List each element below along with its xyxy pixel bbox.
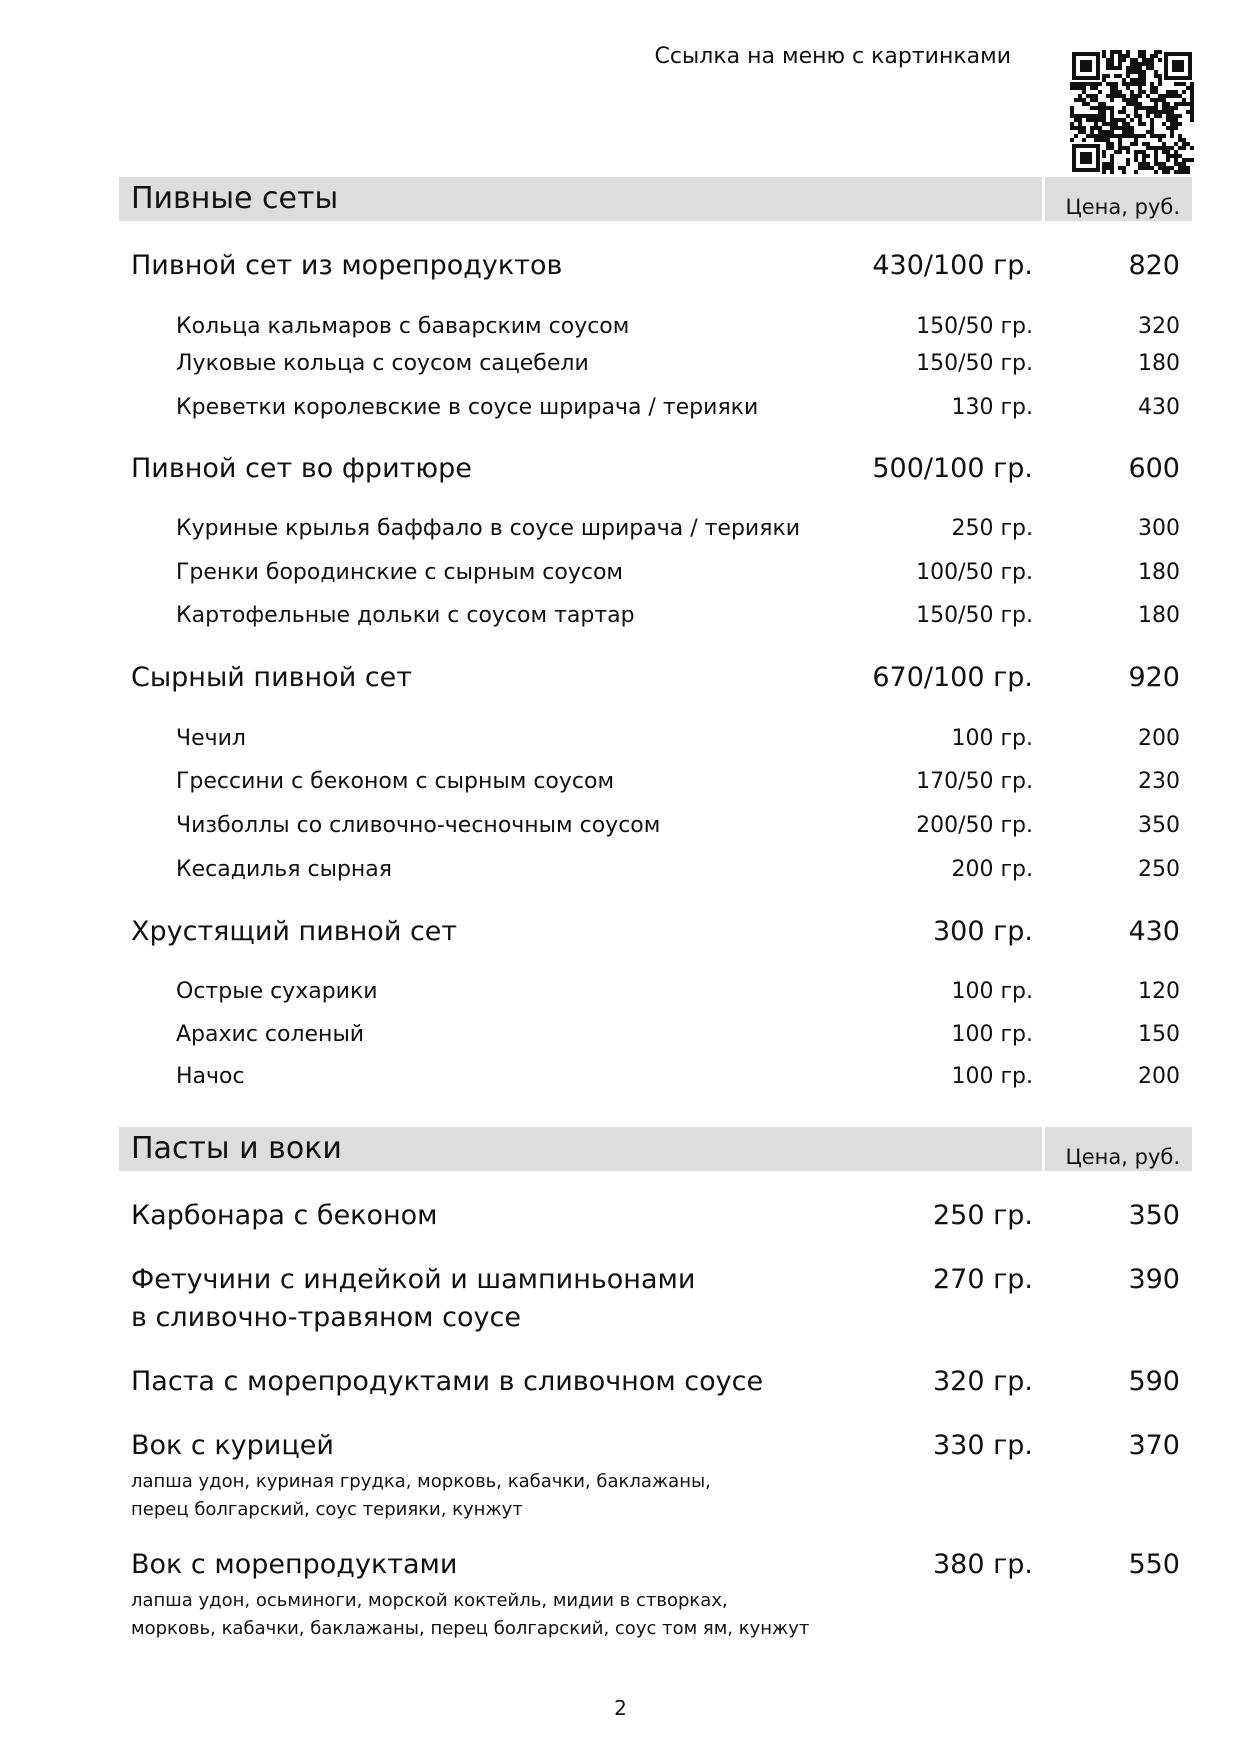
subitem-weight: 170/50 гр. [916,769,1033,794]
subitem-price: 430 [1138,395,1180,420]
subitem-price: 180 [1138,351,1180,376]
section-header-pastas-woks [119,1127,1192,1171]
item-price: 550 [1128,1549,1180,1580]
subitem-price: 300 [1138,516,1180,541]
subitem-name: Креветки королевские в соусе шрирача / терияки [176,395,759,420]
subitem-price: 150 [1138,1022,1180,1047]
item-weight: 300 гр. [932,916,1033,947]
subitem-weight: 100 гр. [951,1022,1033,1047]
qr-code-icon[interactable] [1070,50,1194,174]
item-name: Вок с морепродуктами [131,1549,458,1580]
subitem-name: Начос [176,1064,245,1089]
subitem-price: 320 [1138,314,1180,339]
subitem-weight: 130 гр. [951,395,1033,420]
item-price: 390 [1128,1264,1180,1295]
item-description-line: морковь, кабачки, баклажаны, перец болгарский, соус том ям, кунжут [131,1618,810,1639]
subitem-name: Чечил [176,726,246,751]
subitem-weight: 150/50 гр. [916,603,1033,628]
item-name-continuation: в сливочно-травяном соусе [131,1302,521,1333]
subitem-price: 180 [1138,603,1180,628]
subitem-weight: 200 гр. [951,857,1033,882]
item-weight: 330 гр. [932,1430,1033,1461]
item-name: Хрустящий пивной сет [131,916,458,947]
item-weight: 320 гр. [932,1366,1033,1397]
subitem-weight: 150/50 гр. [916,314,1033,339]
item-name: Сырный пивной сет [131,662,413,693]
subitem-weight: 100 гр. [951,1064,1033,1089]
subitem-name: Острые сухарики [176,979,378,1004]
subitem-name: Луковые кольца с соусом сацебели [176,351,589,376]
item-price: 350 [1128,1200,1180,1231]
subitem-weight: 250 гр. [951,516,1033,541]
subitem-name: Картофельные дольки с соусом тартар [176,603,635,628]
item-name: Карбонара с беконом [131,1200,438,1231]
item-weight: 250 гр. [932,1200,1033,1231]
section-title: Пасты и воки [131,1131,342,1166]
subitem-price: 350 [1138,813,1180,838]
subitem-price: 180 [1138,560,1180,585]
item-price: 820 [1128,250,1180,281]
subitem-name: Кесадилья сырная [176,857,393,882]
subitem-price: 230 [1138,769,1180,794]
item-weight: 670/100 гр. [872,662,1033,693]
price-label: Цена, руб. [1065,195,1180,219]
subitem-weight: 100/50 гр. [916,560,1033,585]
item-weight: 380 гр. [932,1549,1033,1580]
item-price: 920 [1128,662,1180,693]
subitem-price: 200 [1138,726,1180,751]
price-column-header [1042,1127,1192,1171]
item-weight: 430/100 гр. [872,250,1033,281]
qr-caption: Ссылка на меню с картинками [654,44,1011,69]
subitem-weight: 200/50 гр. [916,813,1033,838]
subitem-name: Грессини с беконом с сырным соусом [176,769,615,794]
item-weight: 270 гр. [932,1264,1033,1295]
section-title: Пивные сеты [131,181,339,216]
subitem-price: 200 [1138,1064,1180,1089]
item-name: Паста с морепродуктами в сливочном соусе [131,1366,764,1397]
item-name: Пивной сет из морепродуктов [131,250,563,281]
item-name: Пивной сет во фритюре [131,453,472,484]
item-price: 600 [1128,453,1180,484]
subitem-name: Гренки бородинские с сырным соусом [176,560,624,585]
subitem-price: 250 [1138,857,1180,882]
item-weight: 500/100 гр. [872,453,1033,484]
subitem-weight: 100 гр. [951,979,1033,1004]
item-description-line: лапша удон, осьминоги, морской коктейль, мидии в створках, [131,1590,728,1611]
subitem-weight: 150/50 гр. [916,351,1033,376]
subitem-name: Чизболлы со сливочно-чесночным соусом [176,813,661,838]
subitem-weight: 100 гр. [951,726,1033,751]
price-label: Цена, руб. [1065,1145,1180,1169]
item-name: Фетучини с индейкой и шампиньонами [131,1264,696,1295]
item-description-line: перец болгарский, соус терияки, кунжут [131,1499,523,1520]
section-header-beer-sets [119,177,1192,221]
subitem-name: Куриные крылья баффало в соусе шрирача / терияки [176,516,801,541]
item-description-line: лапша удон, куриная грудка, морковь, кабачки, баклажаны, [131,1471,711,1492]
subitem-name: Кольца кальмаров с баварским соусом [176,314,630,339]
page-number: 2 [614,1696,627,1720]
subitem-name: Арахис соленый [176,1022,365,1047]
price-column-header [1042,177,1192,221]
item-price: 430 [1128,916,1180,947]
item-price: 590 [1128,1366,1180,1397]
item-name: Вок с курицей [131,1430,334,1461]
subitem-price: 120 [1138,979,1180,1004]
item-price: 370 [1128,1430,1180,1461]
